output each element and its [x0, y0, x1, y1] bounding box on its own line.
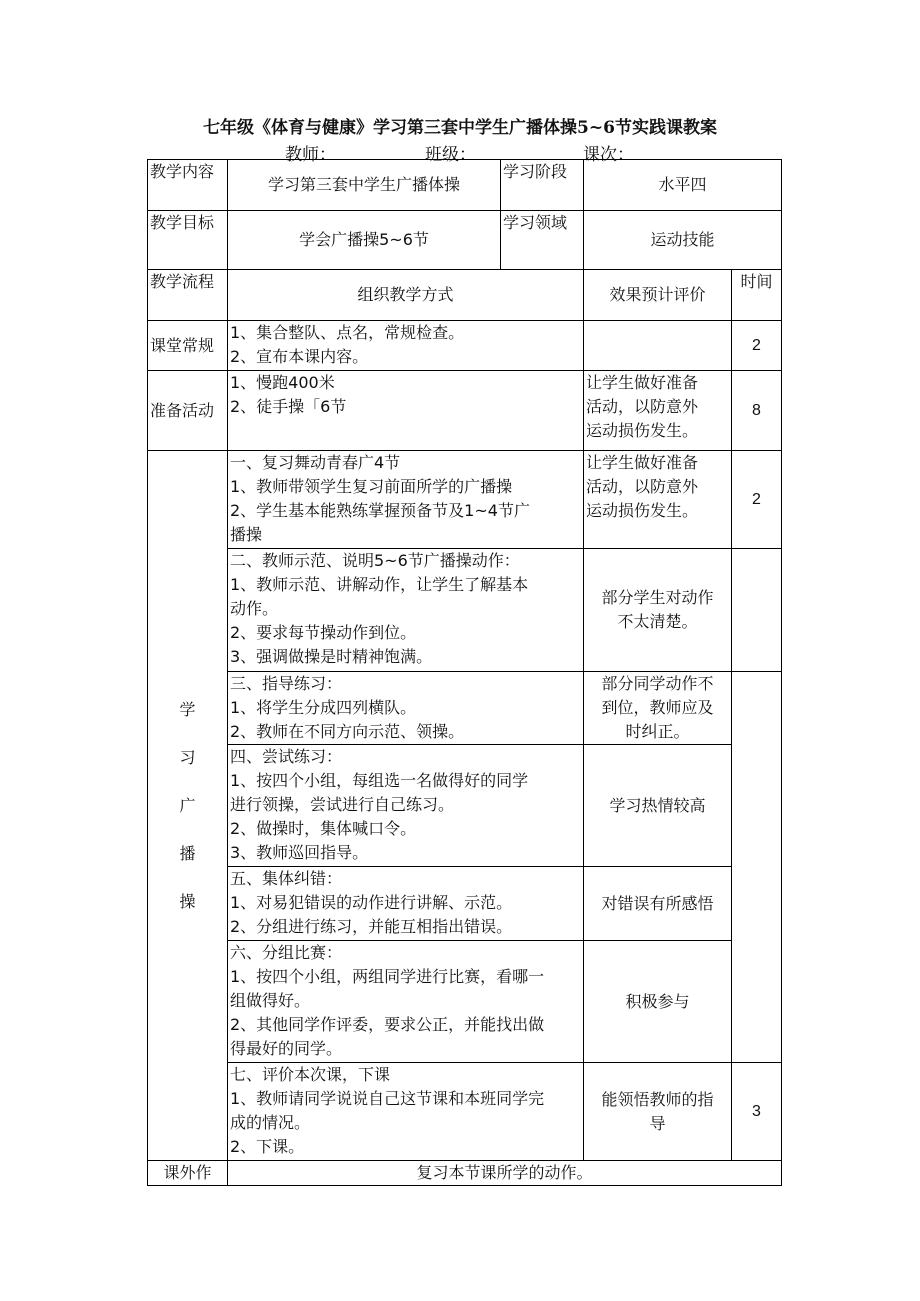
stage-value: 水平四 — [584, 160, 782, 211]
routine-line: 1、集合整队、点名，常规检查。 — [230, 323, 465, 342]
eval-line: 部分同学动作不 — [601, 674, 714, 693]
main-section-7 — [228, 1063, 584, 1161]
row-routine — [148, 321, 782, 371]
routine-content — [228, 321, 584, 371]
homework-label: 课外作 — [148, 1161, 228, 1186]
section-line: 1、按四个小组，两组同学进行比赛，看哪一 — [230, 967, 545, 986]
domain-label: 学习领域 — [501, 211, 584, 270]
main-label-char: 学 — [179, 699, 196, 719]
main-section-6 — [228, 941, 584, 1063]
section-line: 1、按四个小组，每组选一名做得好的同学 — [230, 771, 529, 790]
goal-label: 教学目标 — [148, 211, 228, 270]
warmup-line: 1、慢跑400米 — [230, 373, 335, 392]
eval-line: 活动，以防意外 — [586, 397, 699, 416]
page-title: 七年级《体育与健康》学习第三套中学生广播体操5~6节实践课教案 — [203, 118, 717, 138]
main-label — [148, 451, 228, 1161]
eval-line: 让学生做好准备 — [586, 373, 699, 392]
main-label-char: 习 — [179, 747, 196, 767]
main-label-char: 播 — [179, 843, 196, 863]
main-eval-3 — [584, 672, 732, 745]
section-line: 2、下课。 — [230, 1137, 305, 1156]
section-line: 得最好的同学。 — [230, 1039, 343, 1058]
main-eval-7 — [584, 1063, 732, 1161]
row-main-6 — [148, 941, 782, 1063]
main-time-3-6 — [732, 672, 782, 1063]
time-label: 时间 — [732, 270, 782, 321]
content-value: 学习第三套中学生广播体操 — [228, 160, 501, 211]
row-main-5 — [148, 867, 782, 941]
section-line: 2、教师在不同方向示范、领操。 — [230, 722, 465, 741]
eval-line: 让学生做好准备 — [586, 453, 699, 472]
lesson-plan-table — [147, 159, 782, 1186]
routine-eval — [584, 321, 732, 371]
main-time-2 — [732, 549, 782, 672]
section-line: 播操 — [230, 525, 263, 544]
section-line: 组做得好。 — [230, 991, 311, 1010]
main-time-7: 3 — [732, 1063, 782, 1161]
section-line: 2、分组进行练习，并能互相指出错误。 — [230, 917, 513, 936]
section-line: 2、其他同学作评委，要求公正，并能找出做 — [230, 1015, 545, 1034]
section-line: 1、教师带领学生复习前面所学的广播操 — [230, 477, 513, 496]
section-line: 2、做操时，集体喊口令。 — [230, 819, 417, 838]
routine-time: 2 — [732, 321, 782, 371]
content-label: 教学内容 — [148, 160, 228, 211]
section-line: 1、教师示范、讲解动作，让学生了解基本 — [230, 575, 529, 594]
warmup-line: 2、徒手操「6节 — [230, 397, 347, 416]
eval-line: 学习热情较高 — [609, 795, 706, 815]
main-label-char: 广 — [179, 795, 196, 815]
warmup-label: 准备活动 — [148, 371, 228, 451]
row-main-2 — [148, 549, 782, 672]
section-line: 1、将学生分成四列横队。 — [230, 698, 417, 717]
eval-line: 时纠正。 — [625, 722, 690, 741]
row-main-1 — [148, 451, 782, 549]
teacher-label: 教师： — [285, 145, 336, 165]
warmup-eval — [584, 371, 732, 451]
eval-label: 效果预计评价 — [584, 270, 732, 321]
section-line: 二、教师示范、说明5~6节广播操动作： — [230, 551, 520, 570]
method-label: 组织教学方式 — [228, 270, 584, 321]
goal-value: 学会广播操5~6节 — [228, 211, 501, 270]
eval-line: 活动，以防意外 — [586, 477, 699, 496]
warmup-content — [228, 371, 584, 451]
eval-line: 积极参与 — [625, 991, 690, 1011]
row-header — [148, 270, 782, 321]
main-section-1 — [228, 451, 584, 549]
eval-line: 到位，教师应及 — [601, 698, 714, 717]
section-line: 六、分组比赛： — [230, 943, 343, 962]
eval-line: 不太清楚。 — [617, 612, 698, 631]
row-content — [148, 160, 782, 211]
main-label-char: 操 — [179, 891, 196, 911]
section-line: 2、要求每节操动作到位。 — [230, 623, 417, 642]
row-main-3 — [148, 672, 782, 745]
row-main-4 — [148, 745, 782, 867]
routine-label: 课堂常规 — [148, 321, 228, 371]
domain-value: 运动技能 — [584, 211, 782, 270]
eval-line: 运动损伤发生。 — [586, 421, 699, 440]
eval-line: 部分学生对动作 — [601, 588, 714, 607]
main-eval-6 — [584, 941, 732, 1063]
row-homework — [148, 1161, 782, 1186]
eval-line: 对错误有所感悟 — [601, 893, 714, 913]
section-line: 成的情况。 — [230, 1113, 311, 1132]
main-section-2 — [228, 549, 584, 672]
eval-line: 运动损伤发生。 — [586, 501, 699, 520]
section-line: 动作。 — [230, 599, 279, 618]
eval-line: 导 — [649, 1113, 666, 1133]
main-time-1: 2 — [732, 451, 782, 549]
section-line: 一、复习舞动青春广4节 — [230, 453, 401, 472]
row-goal — [148, 211, 782, 270]
main-section-4 — [228, 745, 584, 867]
class-label: 班级： — [425, 145, 476, 165]
warmup-time: 8 — [732, 371, 782, 451]
homework-value: 复习本节课所学的动作。 — [228, 1161, 782, 1186]
section-line: 3、教师巡回指导。 — [230, 843, 369, 862]
eval-line: 能领悟教师的指 — [601, 1089, 714, 1109]
section-line: 四、尝试练习： — [230, 747, 343, 766]
main-section-5 — [228, 867, 584, 941]
main-eval-1 — [584, 451, 732, 549]
row-main-7 — [148, 1063, 782, 1161]
section-line: 3、强调做操是时精神饱满。 — [230, 647, 433, 666]
section-line: 1、教师请同学说说自己这节课和本班同学完 — [230, 1089, 545, 1108]
section-line: 进行领操，尝试进行自己练习。 — [230, 795, 455, 814]
main-eval-5 — [584, 867, 732, 941]
row-warmup — [148, 371, 782, 451]
section-line: 三、指导练习： — [230, 674, 343, 693]
session-label: 课次： — [583, 145, 634, 165]
section-line: 五、集体纠错： — [230, 869, 343, 888]
stage-label: 学习阶段 — [501, 160, 584, 211]
routine-line: 2、宣布本课内容。 — [230, 347, 369, 366]
section-line: 1、对易犯错误的动作进行讲解、示范。 — [230, 893, 513, 912]
section-line: 2、学生基本能熟练掌握预备节及1~4节广 — [230, 501, 530, 520]
main-eval-2 — [584, 549, 732, 672]
flow-label: 教学流程 — [148, 270, 228, 321]
main-section-3 — [228, 672, 584, 745]
section-line: 七、评价本次课，下课 — [230, 1065, 391, 1084]
main-eval-4 — [584, 745, 732, 867]
